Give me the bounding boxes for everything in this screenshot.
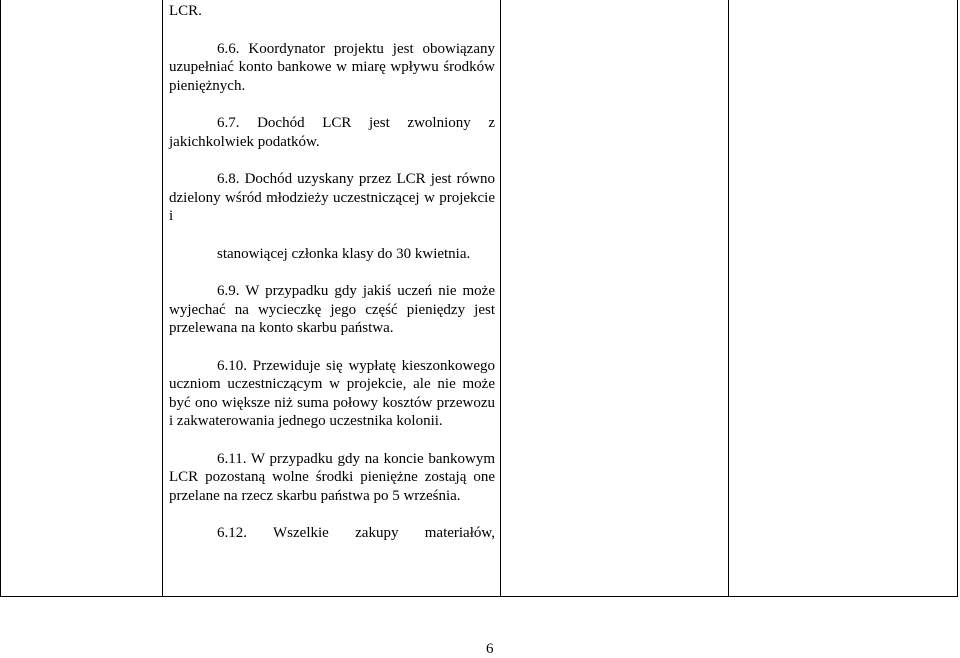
column-divider — [728, 0, 729, 597]
paragraph-6-7: 6.7. Dochód LCR jest zwolniony z jakichkolwiek podatków. — [169, 115, 495, 150]
column-divider — [162, 0, 163, 597]
paragraph-lcr: LCR. — [169, 3, 202, 19]
page-number: 6 — [486, 641, 494, 657]
paragraph-6-8: 6.8. Dochód uzyskany przez LCR jest równo dzielony wśród młodzieży uczestniczącej w projekcie i — [169, 171, 495, 224]
paragraph-6-11: 6.11. W przypadku gdy na koncie bankowym LCR pozostaną wolne środki pieniężne zostają one przelane na rzecz skarbu państwa po 5 września. — [169, 450, 495, 504]
paragraph-6-9: 6.9. W przypadku gdy jakiś uczeń nie może wyjechać na wycieczkę jego część pieniędzy jest przelewana na konto skarbu państwa. — [169, 283, 495, 336]
column-divider — [500, 0, 501, 597]
paragraph-6-6: 6.6. Koordynator projektu jest obowiązany uzupełniać konto bankowe w miarę wpływu środków pieniężnych. — [169, 40, 495, 94]
paragraph-6-8-continued: stanowiącej członka klasy do 30 kwietnia. — [217, 245, 471, 262]
paragraph-6-10: 6.10. Przewiduje się wypłatę kieszonkowego uczniom uczestniczącym w projekcie, ale nie może być ono większe niż suma połowy kosztów przewozu i zakwaterowania jednego uczestnika kolonii. — [169, 357, 495, 429]
text-cell — [169, 0, 495, 543]
paragraph-6-12: 6.12. Wszelkie zakupy materiałów, — [217, 525, 495, 541]
